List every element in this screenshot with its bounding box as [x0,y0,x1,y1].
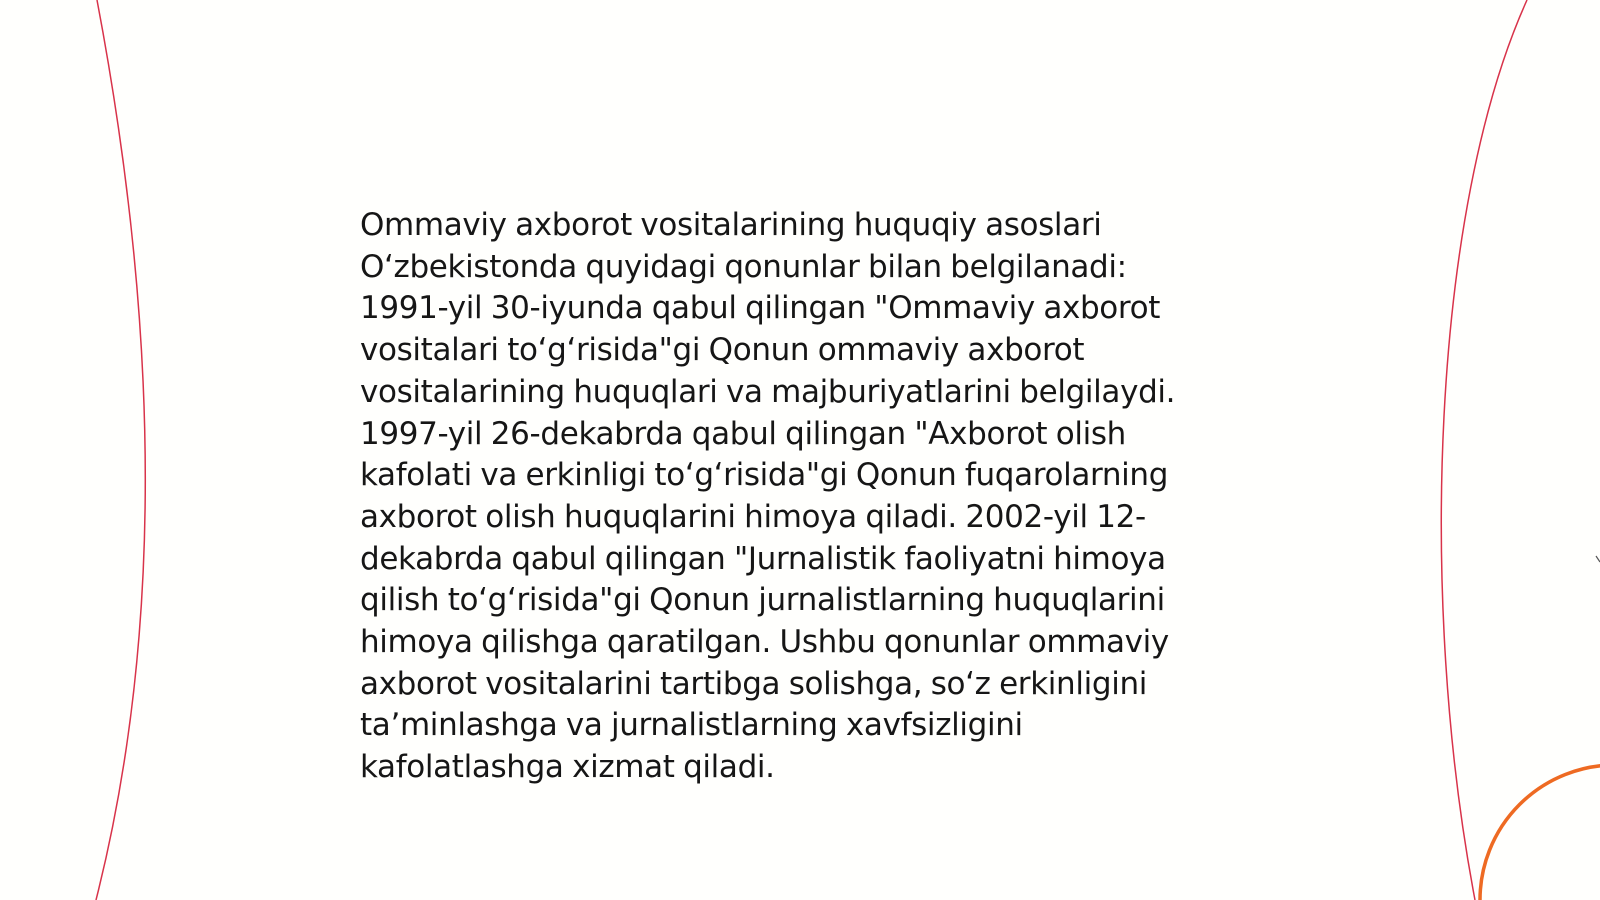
small-chevron-mark [1596,556,1600,562]
right-curve [1441,0,1527,900]
left-curve [96,0,145,900]
orange-ring [1480,765,1600,900]
body-text: Ommaviy axborot vositalarining huquqiy asoslari O‘zbekistonda quyidagi qonunlar bilan belgilanadi: 1991-yil 30-iyunda qabul qilingan "Ommaviy axborot vositalari to‘g‘risida"gi Qonun ommaviy axborot vositalarining huquqlari va majburiyatlarini belgilaydi. 1997-yil 26-dekabrda qabul qilingan "Axborot olish kafolati va erkinligi to‘g‘risida"gi Qonun fuqarolarning axborot olish huquqlarini himoya qiladi. 2002-yil 12- dekabrda qabul qilingan "Jurnalistik faoliyatni himoya qilish to‘g‘risida"gi Qonun jurnalistlarning huquqlarini himoya qilishga qaratilgan. Ushbu qonunlar ommaviy axborot vositalarini tartibga solishga, so‘z erkinligini ta’minlashga va jurnalistlarning xavfsizligini kafolatlashga xizmat qiladi. [360,207,1176,786]
